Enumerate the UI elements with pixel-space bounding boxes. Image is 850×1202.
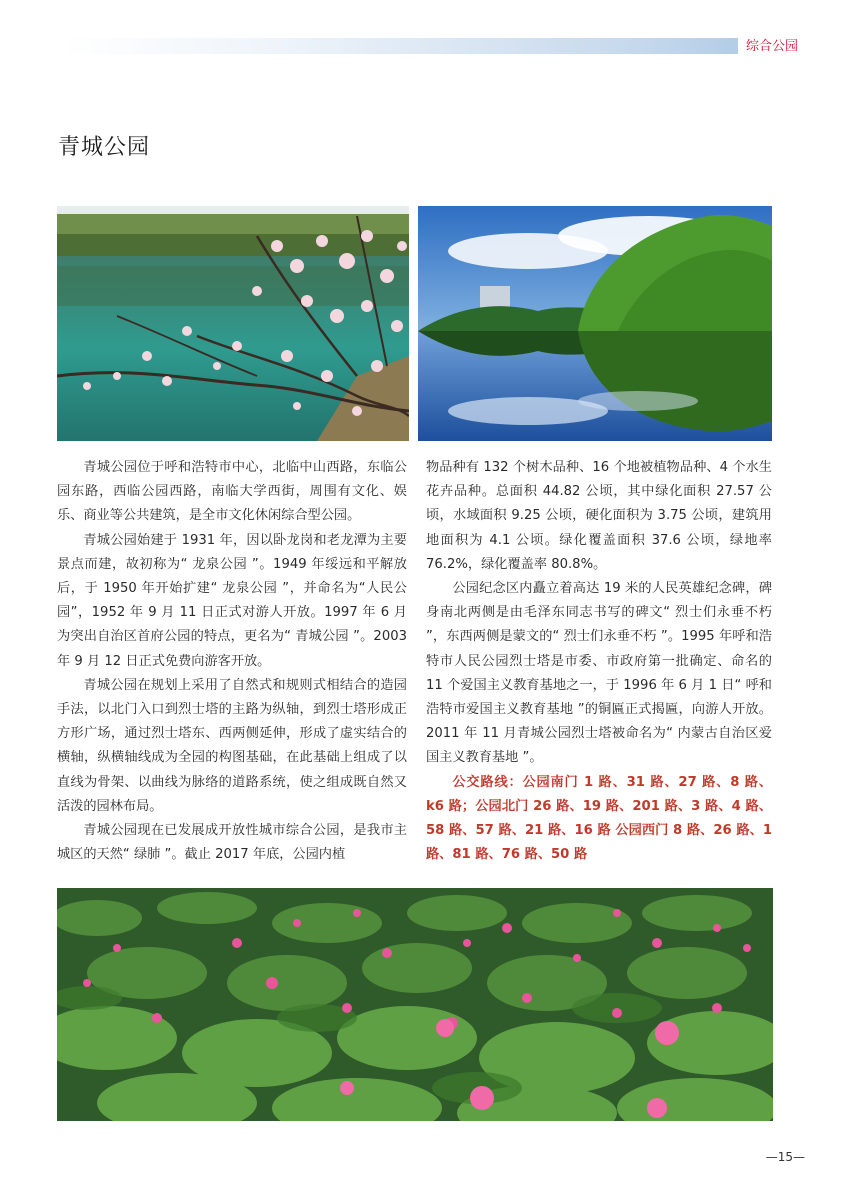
page-title: 青城公园 — [58, 135, 151, 160]
header-band — [60, 38, 790, 54]
paragraph: 青城公园位于呼和浩特市中心，北临中山西路，东临公园东路，西临公园西路，南临大学西街，周围有文化、娱乐、商业等公共建筑，是全市文化休闲综合型公园。 — [57, 460, 407, 524]
paragraph: 公园纪念区内矗立着高达 19 米的人民英雄纪念碑，碑身南北两侧是由毛泽东同志书写的碑文“ 烈士们永垂不朽 ”，东西两侧是蒙文的“ 烈士们永垂不朽 ”。1995 年呼和浩特市人民公园烈士塔是市委、市政府第一批确定、命名的 11 个爱国主义教育基地之一，于 1996 年 6 月 1 日“ 呼和浩特市爱国主义教育基地 ”的铜匾正式揭匾，向游人开放。2011 年 11 月青城公园烈士塔被命名为“ 内蒙古自治区爱国主义教育基地 ”。 — [426, 581, 772, 766]
paragraph: 青城公园在规划上采用了自然式和规则式相结合的造园手法，以北门入口到烈士塔的主路为纵轴，到烈士塔形成正方形广场，通过烈士塔东、西两侧延伸，形成了虚实结合的横轴，纵横轴线成为全园的构图基础，在此基础上组成了以直线为骨架、以曲线为脉络的道路系统，使之组成既自然又活泼的园林布局。 — [57, 677, 407, 814]
section-label: 综合公园 — [738, 38, 798, 56]
bus-routes: 公交路线：公园南门 1 路、31 路、27 路、8 路、k6 路；公园北门 26 路、19 路、201 路、3 路、4 路、58 路、57 路、21 路、16 路 公园西门 8 路、26 路、1 路、81 路、76 路、50 路 — [426, 774, 772, 863]
paragraph: 青城公园现在已发展成开放性城市综合公园，是我市主城区的天然“ 绿肺 ”。截止 2017 年底，公园内植 — [57, 823, 407, 863]
photo-lotus-pond — [57, 888, 773, 1121]
page-number: —15— — [765, 1150, 805, 1164]
photo-blossom-lake — [57, 206, 409, 441]
photo-lake-reflection — [418, 206, 772, 441]
paragraph: 物品种有 132 个树木品种、16 个地被植物品种、4 个水生花卉品种。总面积 44.82 公顷，其中绿化面积 27.57 公顷，水域面积 9.25 公顷，硬化面积为 3.75 公顷，建筑用地面积为 4.1 公顷。绿化覆盖面积 37.6 公顷，绿地率 76.2%，绿化覆盖率 80.8%。 — [426, 460, 772, 572]
paragraph: 青城公园始建于 1931 年，因以卧龙岗和老龙潭为主要景点而建，故初称为“ 龙泉公园 ”。1949 年绥远和平解放后，于 1950 年开始扩建“ 龙泉公园 ”，并命名为“人民公园”，1952 年 9 月 11 日正式对游人开放。1997 年 6 月为突出自治区首府公园的特点，更名为“ 青城公园 ”。2003 年 9 月 12 日正式免费向游客开放。 — [57, 532, 407, 669]
right-text-column — [426, 456, 772, 867]
left-text-column — [57, 456, 407, 867]
